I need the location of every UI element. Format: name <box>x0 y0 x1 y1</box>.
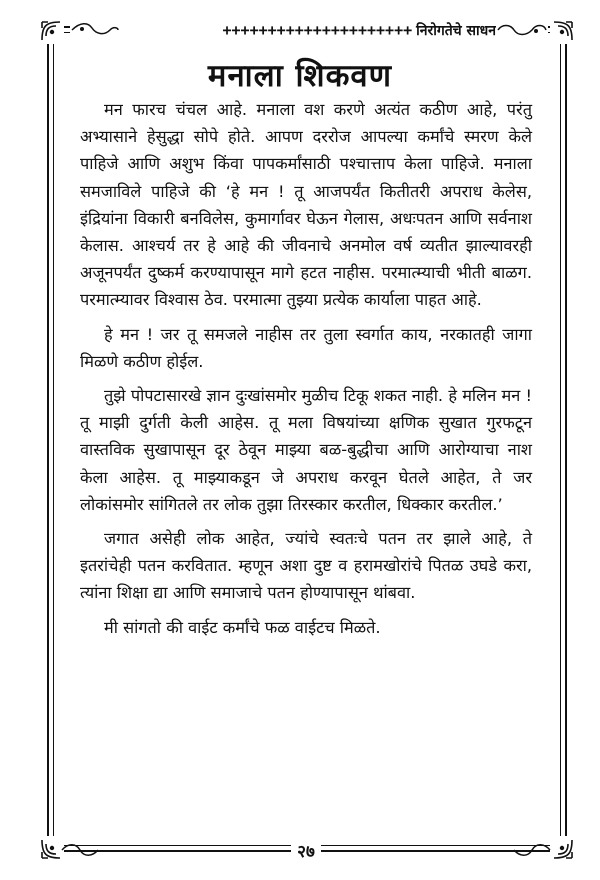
page-footer <box>60 838 552 862</box>
paragraph: तुझे पोपटासारखे ज्ञान दुःखांसमोर मुळीच टिकू शकत नाही. हे मलिन मन ! तू माझी दुर्गती केली आहेस. तू मला विषयांच्या क्षणिक सुखात गुरफटून वास्तविक सुखापासून दूर ठेवून माझ्या बळ-बुद्धीचा आणि आरोग्याचा नाश केला आहेस. तू माझ्याकडून जे अपराध करवून घेतले आहेत, ते जर लोकांसमोर सांगितले तर लोक तुझा तिरस्कार करतील, धिक्कार करतील.’ <box>80 386 532 514</box>
scroll-flourish-icon <box>70 20 120 40</box>
scroll-flourish-icon <box>496 20 548 40</box>
scroll-flourish-icon <box>512 841 552 859</box>
running-header <box>120 18 500 42</box>
paragraph: हे मन ! जर तू समजले नाहीस तर तुला स्वर्गात काय, नरकातही जागा मिळणे कठीण होईल. <box>80 324 532 371</box>
page-title: मनाला शिकवण <box>207 58 393 94</box>
footer-rule <box>104 850 287 851</box>
footer-rule <box>325 850 508 851</box>
running-title: निरोगतेचे साधन <box>416 22 496 39</box>
paragraph: मी सांगतो की वाईट कर्मांचे फळ वाईटच मिळते. <box>104 617 381 637</box>
paragraph: मन फारच चंचल आहे. मनाला वश करणे अत्यंत कठीण आहे, परंतु अभ्यासाने हेसुद्धा सोपे होते. आपण दररोज आपल्या कर्मांचे स्मरण केले पाहिजे आणि अशुभ किंवा पापकर्मांसाठी पश्चात्ताप केला पाहिजे. मनाला समजाविले पाहिजे की ‘हे मन ! तू आजपर्यंत कितीतरी अपराध केलेस, इंद्रियांना विकारी बनविलेस, कुमार्गावर घेऊन गेलास, अधःपतन आणि सर्वनाश केलास. आश्चर्य तर हे आहे की जीवनाचे अनमोल वर्ष व्यतीत झाल्यावरही अजूनपर्यंत दुष्कर्म करण्यापासून मागे हटत नाहीस. परमात्म्याची भीती बाळग. परमात्म्यावर विश्वास ठेव. परमात्मा तुझ्या प्रत्येक कार्याला पाहत आहे. <box>80 100 532 310</box>
page-number: २७ <box>291 839 321 862</box>
body-text <box>80 96 532 648</box>
paragraph: जगात असेही लोक आहेत, ज्यांचे स्वतःचे पतन तर झाले आहे, ते इतरांचेही पतन करवितात. म्हणून अशा दुष्ट व हरामखोरांचे पितळ उघडे करा, त्यांना शिक्षा द्या आणि समाजाचे पतन होण्यापासून थांबवा. <box>80 529 532 603</box>
corner-ornament-icon <box>38 18 64 44</box>
corner-ornament-icon <box>550 836 576 862</box>
corner-ornament-icon <box>550 18 576 44</box>
scroll-flourish-icon <box>60 841 100 859</box>
header-crosses: +++++++++++++++++++++ <box>222 21 413 39</box>
